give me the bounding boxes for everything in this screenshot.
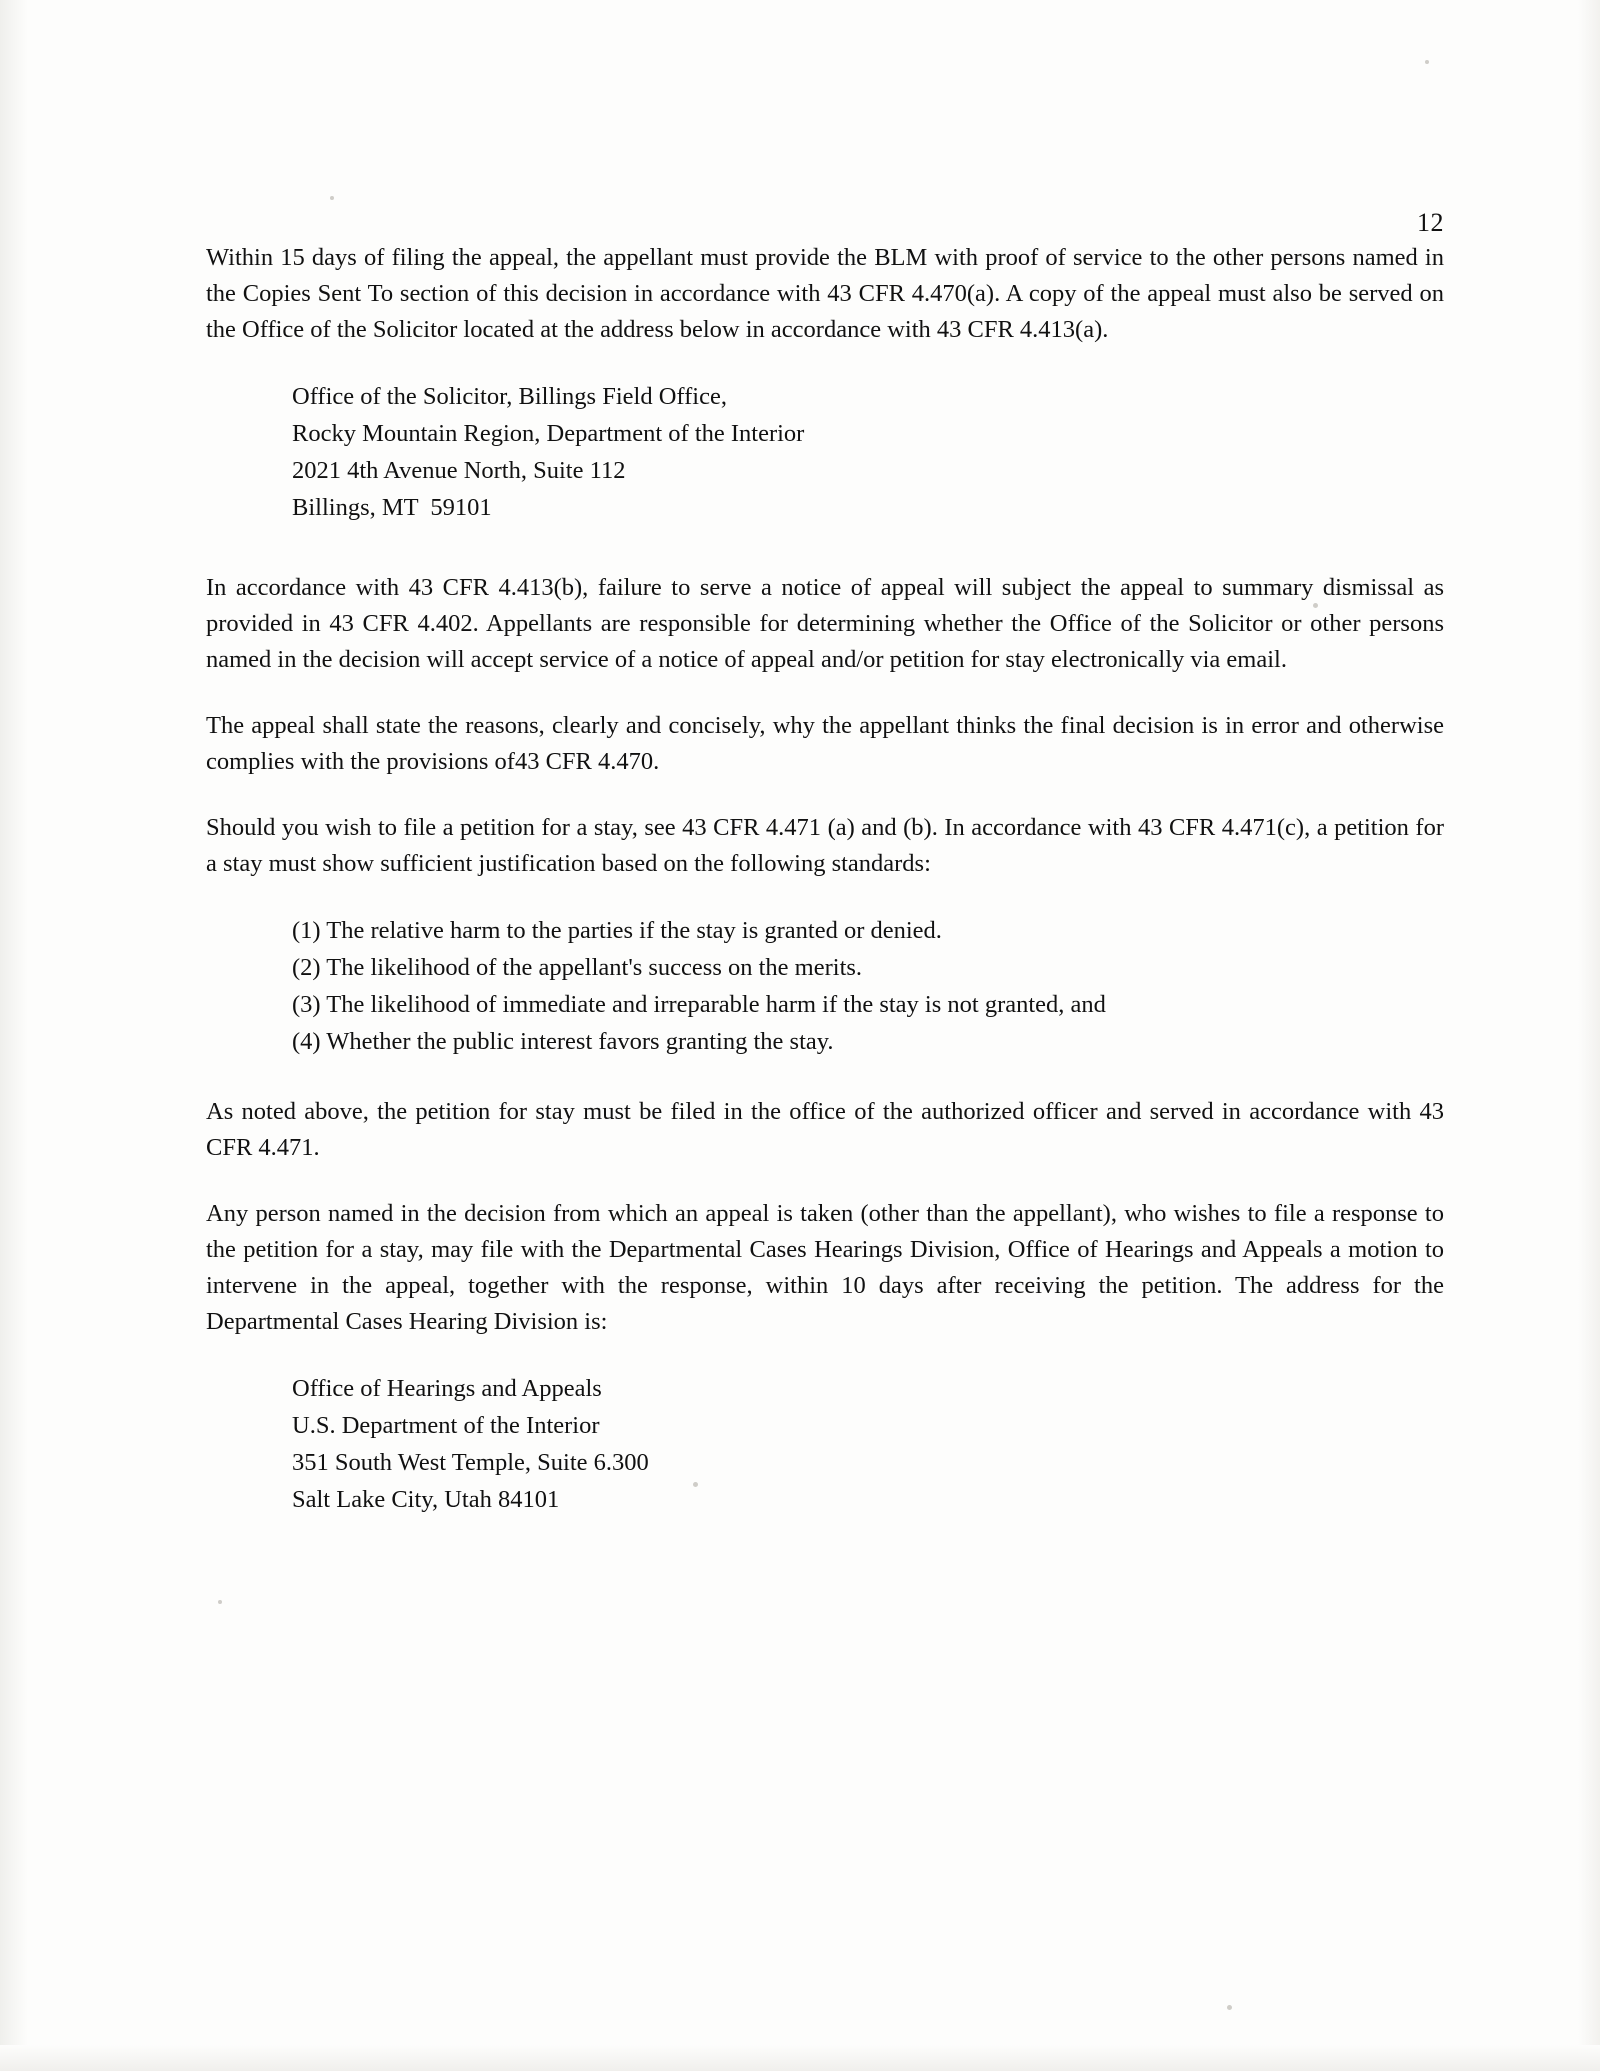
scan-speck	[1227, 2005, 1232, 2010]
address-line: Salt Lake City, Utah 84101	[292, 1486, 560, 1513]
hearings-address-block	[206, 1370, 1444, 1518]
scan-speck	[218, 1600, 222, 1604]
address-line: Office of the Solicitor, Billings Field Office,	[292, 383, 727, 410]
address-line: U.S. Department of the Interior	[292, 1412, 600, 1439]
list-item: (4) Whether the public interest favors granting the stay.	[292, 1028, 834, 1055]
page-edge-shadow-right	[1578, 0, 1600, 2071]
list-item: (2) The likelihood of the appellant's success on the merits.	[292, 954, 863, 981]
scan-speck	[330, 196, 334, 200]
page-edge-shadow-left	[0, 0, 28, 2071]
paragraph-summary-dismissal: In accordance with 43 CFR 4.413(b), failure to serve a notice of appeal will subject the appeal to summary dismissal as provided in 43 CFR 4.402. Appellants are responsible for determining whether the Office of the Solicitor or other persons named in the decision will accept service of a notice of appeal and/or petition for stay electronically via email.	[206, 574, 1444, 673]
paragraph-appeal-reasons: The appeal shall state the reasons, clearly and concisely, why the appellant thinks the final decision is in error and otherwise complies with the provisions of43 CFR 4.470.	[206, 712, 1444, 775]
paragraph-service-of-appeal: Within 15 days of filing the appeal, the appellant must provide the BLM with proof of service to the other persons named in the Copies Sent To section of this decision in accordance with 43 CFR 4.470(a). A copy of the appeal must also be served on the Office of the Solicitor located at the address below in accordance with 43 CFR 4.413(a).	[206, 244, 1444, 343]
paragraph-filing-location: As noted above, the petition for stay must be filed in the office of the authorized officer and served in accordance with 43 CFR 4.471.	[206, 1098, 1444, 1161]
list-item: (1) The relative harm to the parties if the stay is granted or denied.	[292, 917, 942, 944]
list-item: (3) The likelihood of immediate and irreparable harm if the stay is not granted, and	[292, 991, 1106, 1018]
scan-speck	[1425, 60, 1429, 64]
page-edge-shadow-bottom	[0, 2045, 1600, 2071]
stay-standards-list	[206, 912, 1444, 1060]
solicitor-address-block	[206, 378, 1444, 526]
address-line: 351 South West Temple, Suite 6.300	[292, 1449, 649, 1476]
address-line: 2021 4th Avenue North, Suite 112	[292, 457, 626, 484]
document-body	[206, 208, 1444, 1562]
address-line: Billings, MT 59101	[292, 494, 492, 521]
address-line: Office of Hearings and Appeals	[292, 1375, 602, 1402]
paragraph-motion-to-intervene: Any person named in the decision from which an appeal is taken (other than the appellant), who wishes to file a response to the petition for a stay, may file with the Departmental Cases Hearings Division, Office of Hearings and Appeals a motion to intervene in the appeal, together with the response, within 10 days after receiving the petition. The address for the Departmental Cases Hearing Division is:	[206, 1200, 1444, 1335]
page-number: 12	[1417, 208, 1444, 237]
paragraph-petition-for-stay: Should you wish to file a petition for a stay, see 43 CFR 4.471 (a) and (b). In accordance with 43 CFR 4.471(c), a petition for a stay must show sufficient justification based on the following standards:	[206, 814, 1444, 877]
address-line: Rocky Mountain Region, Department of the Interior	[292, 420, 805, 447]
